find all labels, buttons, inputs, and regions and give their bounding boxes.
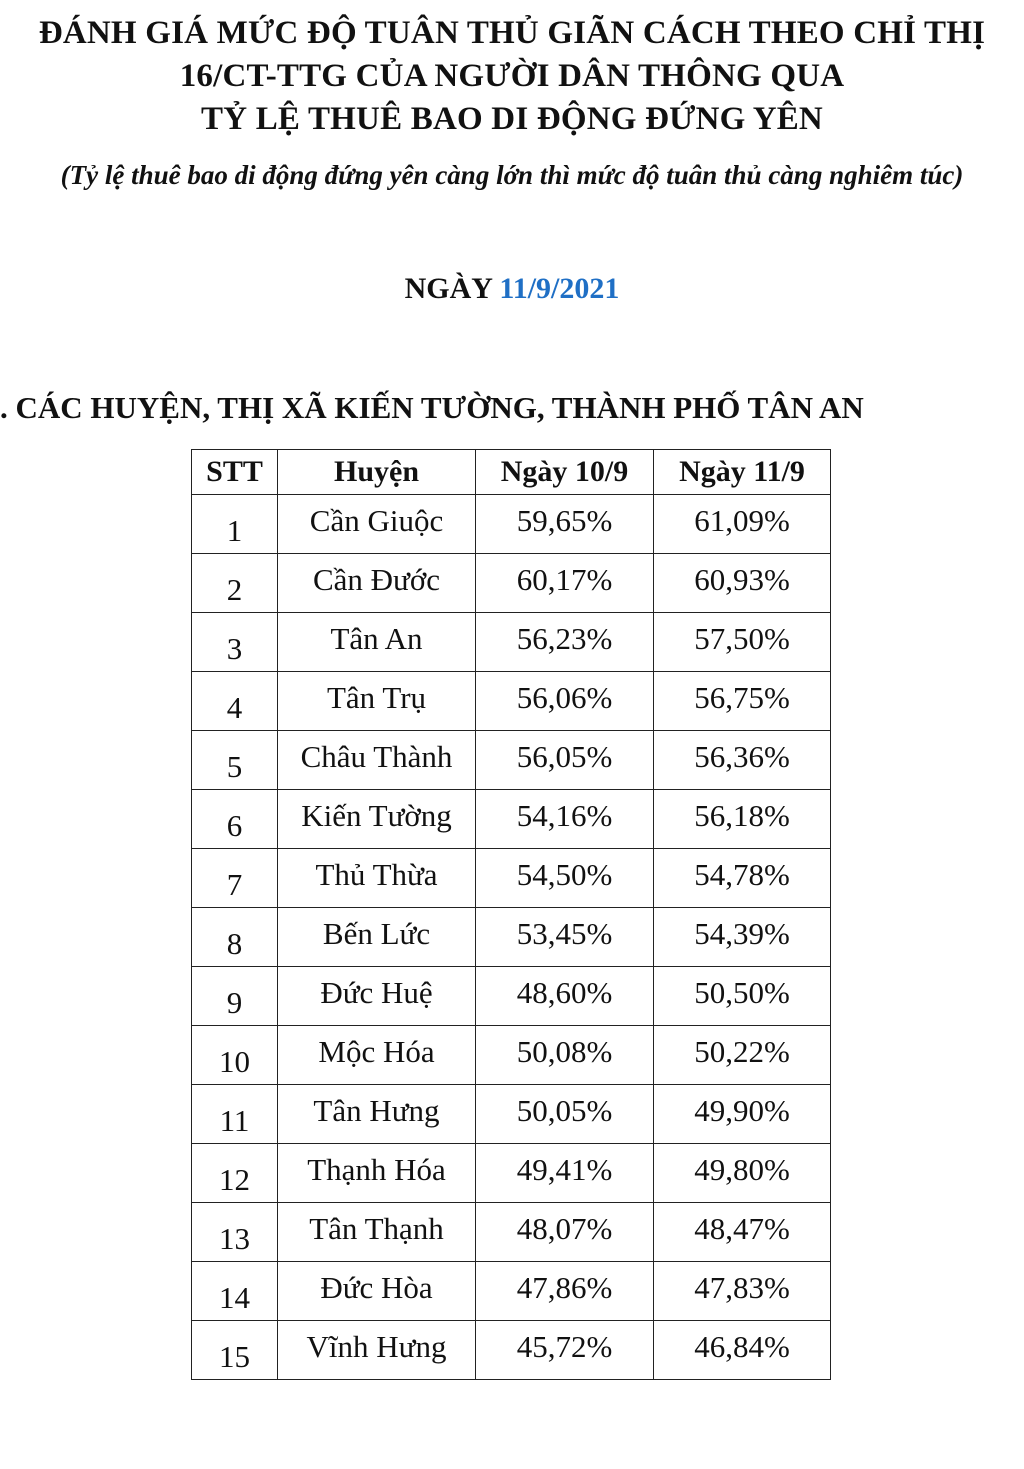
title-line-2: 16/CT-TTG CỦA NGƯỜI DÂN THÔNG QUA: [179, 58, 845, 94]
table-row: [192, 1085, 831, 1144]
cell-stt: 8: [192, 908, 278, 967]
cell-day-11-9: 57,50%: [654, 613, 831, 672]
cell-day-11-9: 56,36%: [654, 731, 831, 790]
cell-day-11-9: 46,84%: [654, 1321, 831, 1380]
cell-day-10-9: 45,72%: [476, 1321, 654, 1380]
table-row: [192, 908, 831, 967]
cell-district: Tân Hưng: [278, 1085, 476, 1144]
cell-stt: 2: [192, 554, 278, 613]
compliance-table: [191, 449, 831, 1380]
table-row: [192, 672, 831, 731]
cell-district: Bến Lức: [278, 908, 476, 967]
title-line-1: ĐÁNH GIÁ MỨC ĐỘ TUÂN THỦ GIÃN CÁCH THEO CHỈ THỊ: [38, 15, 986, 51]
cell-day-11-9: 54,39%: [654, 908, 831, 967]
report-date: [0, 272, 1024, 306]
table-body: [192, 495, 831, 1380]
cell-day-10-9: 50,05%: [476, 1085, 654, 1144]
cell-stt: 9: [192, 967, 278, 1026]
cell-stt: 3: [192, 613, 278, 672]
table-row: [192, 1203, 831, 1262]
header-day-10-9: Ngày 10/9: [476, 450, 654, 495]
cell-day-11-9: 47,83%: [654, 1262, 831, 1321]
cell-day-10-9: 56,05%: [476, 731, 654, 790]
table-row: [192, 1262, 831, 1321]
next-section-cutoff: [0, 1455, 1024, 1469]
table-row: [192, 613, 831, 672]
cell-day-11-9: 56,18%: [654, 790, 831, 849]
cell-day-11-9: 60,93%: [654, 554, 831, 613]
table-row: [192, 849, 831, 908]
date-value: 11/9/2021: [499, 272, 620, 305]
table-row: [192, 1026, 831, 1085]
header-district: Huyện: [278, 450, 476, 495]
table-row: [192, 790, 831, 849]
table-row: [192, 967, 831, 1026]
cell-district: Cần Đước: [278, 554, 476, 613]
cell-stt: 10: [192, 1026, 278, 1085]
cell-district: Đức Hòa: [278, 1262, 476, 1321]
cell-stt: 13: [192, 1203, 278, 1262]
cell-day-10-9: 54,16%: [476, 790, 654, 849]
cell-day-11-9: 56,75%: [654, 672, 831, 731]
cell-district: Vĩnh Hưng: [278, 1321, 476, 1380]
table-row: [192, 731, 831, 790]
cell-stt: 6: [192, 790, 278, 849]
cell-district: Mộc Hóa: [278, 1026, 476, 1085]
cell-day-10-9: 59,65%: [476, 495, 654, 554]
header-stt: STT: [192, 450, 278, 495]
date-label: NGÀY: [404, 272, 492, 305]
cell-day-11-9: 50,50%: [654, 967, 831, 1026]
table-row: [192, 554, 831, 613]
cell-day-11-9: 50,22%: [654, 1026, 831, 1085]
cell-day-10-9: 48,60%: [476, 967, 654, 1026]
cell-day-10-9: 48,07%: [476, 1203, 654, 1262]
cell-district: Châu Thành: [278, 731, 476, 790]
cell-district: Đức Huệ: [278, 967, 476, 1026]
cell-district: Tân Trụ: [278, 672, 476, 731]
cell-stt: 12: [192, 1144, 278, 1203]
subtitle-note: (Tỷ lệ thuê bao di động đứng yên càng lớn thì mức độ tuân thủ càng nghiêm túc): [60, 160, 964, 190]
cell-district: Thạnh Hóa: [278, 1144, 476, 1203]
cell-stt: 14: [192, 1262, 278, 1321]
table-header-row: [192, 450, 831, 495]
cell-district: Cần Giuộc: [278, 495, 476, 554]
cell-district: Kiến Tường: [278, 790, 476, 849]
cell-stt: 4: [192, 672, 278, 731]
cell-stt: 1: [192, 495, 278, 554]
cell-day-11-9: 61,09%: [654, 495, 831, 554]
table-row: [192, 1144, 831, 1203]
document-title: [0, 12, 1024, 141]
cell-stt: 11: [192, 1085, 278, 1144]
cell-day-10-9: 49,41%: [476, 1144, 654, 1203]
cell-day-11-9: 54,78%: [654, 849, 831, 908]
cell-day-11-9: 49,90%: [654, 1085, 831, 1144]
cell-stt: 15: [192, 1321, 278, 1380]
cell-day-11-9: 49,80%: [654, 1144, 831, 1203]
header-day-11-9: Ngày 11/9: [654, 450, 831, 495]
table-row: [192, 495, 831, 554]
cell-day-11-9: 48,47%: [654, 1203, 831, 1262]
cell-day-10-9: 56,23%: [476, 613, 654, 672]
cell-day-10-9: 47,86%: [476, 1262, 654, 1321]
cell-day-10-9: 50,08%: [476, 1026, 654, 1085]
cell-stt: 7: [192, 849, 278, 908]
cell-district: Tân Thạnh: [278, 1203, 476, 1262]
cell-day-10-9: 56,06%: [476, 672, 654, 731]
cell-district: Tân An: [278, 613, 476, 672]
cell-stt: 5: [192, 731, 278, 790]
title-line-3: TỶ LỆ THUÊ BAO DI ĐỘNG ĐỨNG YÊN: [201, 101, 823, 137]
section-heading: . CÁC HUYỆN, THỊ XÃ KIẾN TƯỜNG, THÀNH PHỐ TÂN AN: [0, 390, 864, 425]
cell-day-10-9: 54,50%: [476, 849, 654, 908]
cell-day-10-9: 53,45%: [476, 908, 654, 967]
table-row: [192, 1321, 831, 1380]
cell-day-10-9: 60,17%: [476, 554, 654, 613]
cell-district: Thủ Thừa: [278, 849, 476, 908]
